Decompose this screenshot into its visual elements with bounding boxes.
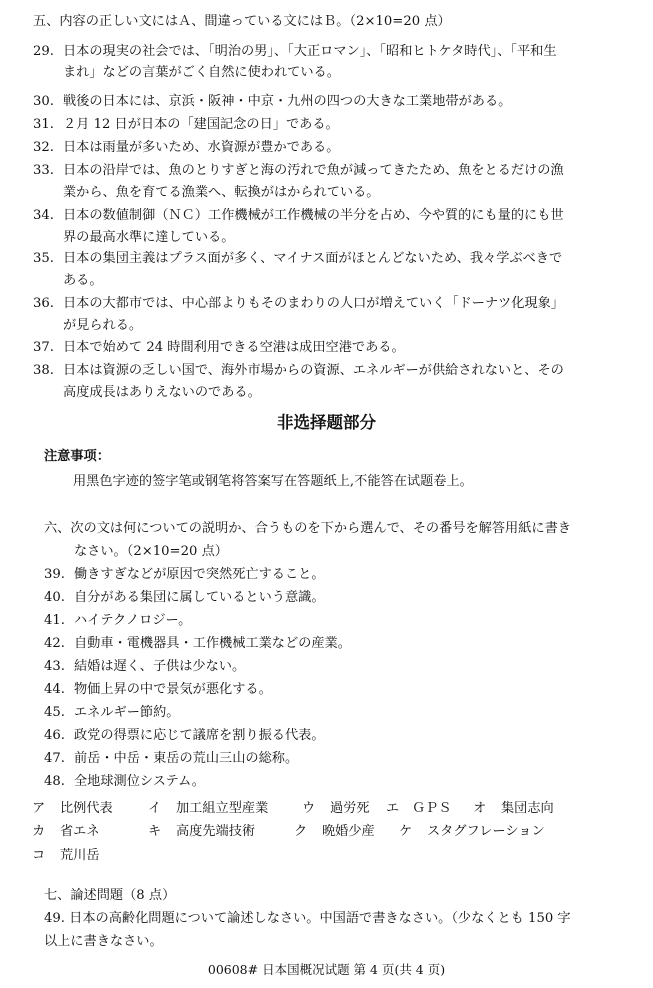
question-text-line: 高度成長はありえないのである。 xyxy=(63,385,261,400)
question-49-line-continued: 以上に書きなさい。 xyxy=(44,934,163,949)
choice-label: ＧＰＳ xyxy=(412,801,452,816)
question-number: 48. xyxy=(44,774,65,789)
choice-key: カ xyxy=(32,824,46,839)
question-text-line: ２月 12 日が日本の「建国記念の日」である。 xyxy=(63,117,339,132)
choice-key: ク xyxy=(294,824,308,839)
question-number: 33. xyxy=(33,163,54,178)
question-number: 31. xyxy=(33,117,54,132)
choice-key: ウ xyxy=(302,801,316,816)
choice-label: 省エネ xyxy=(60,824,100,839)
choice-label: 晩婚少産 xyxy=(322,824,375,839)
question-29 xyxy=(33,43,633,79)
notice-body: 用黑色字迹的签字笔或钢笔将答案写在答题纸上,不能答在试题卷上。 xyxy=(73,474,473,489)
question-number: 43. xyxy=(44,659,65,674)
question-number: 40. xyxy=(44,590,65,605)
question-number: 35. xyxy=(33,251,54,266)
section6-header-continued: なさい。（2×10=20 点） xyxy=(74,544,228,559)
question-text-line: 日本の沿岸では、魚のとりすぎと海の汚れで魚が減ってきたため、魚をとるだけの漁 xyxy=(63,163,564,178)
choice-label: 荒川岳 xyxy=(60,848,100,863)
question-number: 39. xyxy=(44,567,65,582)
question-text: 前岳・中岳・東岳の荒山三山の総称。 xyxy=(74,751,299,766)
choice-key: コ xyxy=(32,848,46,863)
question-number: 30. xyxy=(33,94,54,109)
section5-header: 五、内容の正しい文にはＡ、間違っている文にはＢ。（2×10=20 点） xyxy=(33,14,451,29)
choice-key: オ xyxy=(473,801,487,816)
question-text-line: まれ」などの言葉がごく自然に使われている。 xyxy=(63,65,340,80)
question-number: 36. xyxy=(33,296,54,311)
question-text: 全地球測位システム。 xyxy=(74,774,205,789)
question-text-line: 戦後の日本には、京浜・阪神・中京・九州の四つの大きな工業地帯がある。 xyxy=(63,94,512,109)
choice-row-3 xyxy=(32,847,622,865)
section6-header: 六、次の文は何についての説明か、合うものを下から選んで、その番号を解答用紙に書き xyxy=(44,521,571,536)
choice-label: 集団志向 xyxy=(501,801,554,816)
choice-label: スタグフレーション xyxy=(427,824,545,839)
question-text-line: 日本で始めて 24 時間利用できる空港は成田空港である。 xyxy=(63,340,405,355)
question-number: 42. xyxy=(44,636,65,651)
question-text: 働きすぎなどが原因で突然死亡すること。 xyxy=(74,567,325,582)
question-text-line: 日本の数値制御（ＮＣ）工作機械が工作機械の半分を占め、今や質的にも量的にも世 xyxy=(63,208,564,223)
choice-row-1 xyxy=(32,800,622,818)
question-number: 34. xyxy=(33,208,54,223)
notice-title: 注意事项： xyxy=(44,449,110,464)
choice-row-2 xyxy=(32,823,622,841)
question-number: 38. xyxy=(33,363,54,378)
section7-header: 七、論述問題（8 点） xyxy=(44,888,176,903)
question-text: 物価上昇の中で景気が悪化する。 xyxy=(74,682,272,697)
question-number: 32. xyxy=(33,140,54,155)
question-text-line: が見られる。 xyxy=(63,318,143,333)
question-text: ハイテクノロジー。 xyxy=(74,613,192,628)
choice-key: エ xyxy=(386,801,400,816)
choice-key: ケ xyxy=(399,824,413,839)
question-text: 自分がある集団に属しているという意識。 xyxy=(74,590,325,605)
choice-label: 比例代表 xyxy=(60,801,113,816)
question-number: 45. xyxy=(44,705,65,720)
question-text-line: 界の最高水準に達している。 xyxy=(63,230,235,245)
question-text-line: 日本は雨量が多いため、水資源が豊かである。 xyxy=(63,140,340,155)
question-number: 37. xyxy=(33,340,54,355)
question-text: 自動車・電機器具・工作機械工業などの産業。 xyxy=(74,636,351,651)
question-number: 47. xyxy=(44,751,65,766)
choice-label: 高度先端技術 xyxy=(176,824,256,839)
question-text: エネルギー節約。 xyxy=(74,705,180,720)
question-number: 41. xyxy=(44,613,65,628)
choice-key: ア xyxy=(32,801,46,816)
question-text-line: 業から、魚を育てる漁業へ、転換がはかられている。 xyxy=(63,185,380,200)
question-text-line: 日本は資源の乏しい国で、海外市場からの資源、エネルギーが供給されないと、その xyxy=(63,363,564,378)
question-text: 結婚は遅く、子供は少ない。 xyxy=(74,659,246,674)
choice-label: 加工組立型産業 xyxy=(176,801,269,816)
part-title: 非选择题部分 xyxy=(277,413,376,432)
question-text-line: 日本の現実の社会では、「明治の男」、「大正ロマン」、「昭和ヒトケタ時代」、「平和生 xyxy=(63,44,557,59)
choice-label: 過労死 xyxy=(330,801,370,816)
question-text-line: 日本の集団主義はプラス面が多く、マイナス面がほとんどないため、我々学ぶべきで xyxy=(63,251,563,266)
question-number: 46. xyxy=(44,728,65,743)
question-text-line: ある。 xyxy=(63,273,103,288)
question-text: 政党の得票に応じて議席を割り振る代表。 xyxy=(74,728,325,743)
choice-key: イ xyxy=(148,801,162,816)
page-footer: 00608# 日本国概况试题 第 4 页(共 4 页) xyxy=(207,962,446,977)
question-number: 29. xyxy=(33,44,54,59)
question-49-line: 49. 日本の高齢化問題について論述しなさい。中国語で書きなさい。（少なくとも 150 字 xyxy=(44,911,571,926)
question-number: 44. xyxy=(44,682,65,697)
choice-key: キ xyxy=(148,824,162,839)
question-text-line: 日本の大都市では、中心部よりもそのまわりの人口が増えていく「ドーナツ化現象」 xyxy=(63,296,564,311)
